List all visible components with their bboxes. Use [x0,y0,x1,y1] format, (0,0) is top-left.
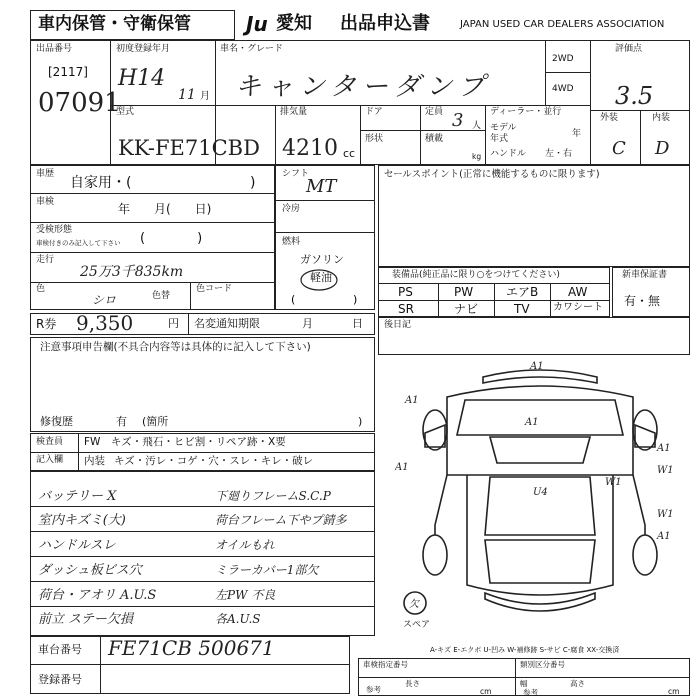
sales-point-label: セールスポイント(正常に機能するものに限ります) [384,169,600,180]
notice-period-label: 名変通知期限 [194,317,260,330]
ref1-label: 参考 [366,685,381,694]
accept-label: 受検形態 [36,225,73,235]
chassis-value: FE71CB 500671 [108,636,275,660]
note-interior: 室内キズミ(大) [38,513,126,528]
association-name: JAPAN USED CAR DEALERS ASSOCIATION [460,19,665,30]
fuel-gas: ガソリン [300,253,344,266]
warranty-label: 新車保証書 [622,270,668,280]
vehicle-diagram [395,355,685,630]
model-name-label: 車名・グレード [220,44,284,54]
dealer-label: ディーラー・並行 [490,107,562,117]
ext-grade: C [612,138,626,159]
reg-label: 登録番号 [38,673,82,686]
color-code-label: 色コード [196,284,233,294]
first-reg-year: H14 [118,66,166,91]
notice-month: 月 [302,317,313,330]
form-title: 出品申込書 [340,13,430,34]
note-oil: オイルもれ [215,538,275,552]
shift-label: シフト [282,169,310,179]
notice-day: 日 [352,317,363,330]
note-frame: 荷台フレーム下やプ錆多 [215,513,347,527]
width-label: 幅 [520,679,528,688]
sales-point-box [378,165,690,267]
type-code-label: 型式 [116,107,135,117]
shitei-label: 車検指定番号 [363,660,408,669]
note-front: 前立 ステー欠損 [38,612,133,627]
remarks-box [378,317,690,355]
capacity-label: 定員 [425,107,444,117]
note-bed: 荷台・アオリ A.U.S [38,588,157,603]
inspector-int-line: キズ・汚レ・コゲ・穴・スレ・キレ・破レ [114,455,314,467]
mark-left-mid: A1 [395,462,409,473]
handle-label: ハンドル [490,149,527,159]
repair-value: 有 [116,415,127,428]
mark-right-w1: W1 [605,477,622,488]
dealer-nen: 年 [572,129,582,139]
mileage-label: 走行 [36,255,55,265]
aircon-label: 冷房 [282,204,301,214]
load-label: 積載 [425,134,444,144]
ref2-label: 参考 [523,688,538,697]
inspector-fw-line: FW キズ・飛石・ヒビ割・リペア跡・X要 [84,436,286,448]
brand-name: 愛知 [276,13,312,34]
int-grade: D [655,138,670,159]
repair-close: ) [358,415,363,428]
note-each: 各A.U.S [215,612,261,626]
inspection-value: 年 月( 日) [118,202,212,216]
opt-pw: PW [454,285,474,299]
mark-bed: U4 [533,487,548,498]
mark-front: A1 [530,361,544,372]
accept-note: 車検付きのみ記入して下さい [36,239,121,247]
type-code: KK-FE71CBD [118,136,260,160]
displacement-unit: cc [343,147,356,160]
warranty-value: 有・無 [624,294,661,308]
load-unit: kg [472,152,482,161]
diesel-circle-mark [275,165,375,310]
opt-navi: ナビ [454,302,479,316]
lot-number: 07091 [38,88,121,118]
mark-right-upper: A1 [657,443,671,454]
brand-logo: Ju [246,12,268,36]
opt-tv: TV [514,302,530,316]
mark-spare: 欠 [409,599,419,610]
inspector-label-1: 検査員 [36,437,64,447]
lot-label: 出品番号 [36,44,73,54]
color-label: 色 [36,284,46,294]
notes-label: 注意事項申告欄(不具合内容等は具体的に記入して下さい) [40,341,311,353]
repair-label: 修復歴 [40,415,73,428]
damage-legend: A-キズ E-エクボ U-凹み W-補修跡 S-サビ C-腐食 XX-交換済 [430,646,620,654]
opt-aw: AW [568,285,588,299]
note-pw: 左PW 不良 [215,588,276,602]
repaint-label: 色替 [152,291,171,301]
svg-text:): ) [353,293,358,306]
displacement-label: 排気量 [280,107,308,117]
note-underbody: 下廻りフレームS.C.P [215,489,331,503]
first-reg-month-unit: 月 [200,91,210,102]
lot-bracket: [2117] [48,65,88,79]
model-name: キャンターダンプ [235,72,491,102]
note-mirror: ミラーカバー1部欠 [215,563,319,577]
recycle-value: 9,350 [76,311,134,335]
svg-text:(: ( [291,293,296,306]
mark-left-upper: A1 [405,395,419,406]
int-label: 内装 [652,113,671,123]
history-label: 車歴 [36,169,55,179]
ext-label: 外装 [600,113,619,123]
storage-kind: 車内保管・守衛保管 [38,14,191,34]
mark-right-w2: W1 [657,465,674,476]
recycle-label: R券 [36,317,57,331]
color-value: シロ [92,293,117,307]
mark-right-low: A1 [657,531,671,542]
note-dash: ダッシュ板ビス穴 [38,563,142,578]
fuel-diesel: 軽油 [310,271,332,284]
drive-4wd: 4WD [552,84,574,94]
score-label: 評価点 [615,44,643,54]
capacity-unit: 人 [472,121,482,131]
recycle-unit: 円 [168,317,179,330]
score-value: 3.5 [615,82,654,110]
opt-sr: SR [398,302,414,316]
shift-value: MT [306,176,337,197]
inspector-label-2: 記入欄 [36,455,64,465]
opt-leather: カワシート [553,302,603,313]
remarks-label: 後日記 [384,320,412,330]
dealer-year: 年式 [490,134,509,144]
capacity-value: 3 [452,110,464,131]
options-label: 装備品(純正品に限り○をつけてください) [392,270,560,280]
first-reg-month: 11 [178,87,196,103]
history-close: ) [250,175,256,191]
mileage-value: 25万3千835km [80,264,184,280]
dealer-model: モデル [490,123,517,133]
note-battery: バッテリー X [38,489,117,504]
mark-right-w3: W1 [657,509,674,520]
shape-label: 形状 [365,134,384,144]
accept-paren: ( ) [140,231,203,246]
mark-cab-center: A1 [525,417,539,428]
door-label: ドア [365,107,383,117]
displacement: 4210 [282,136,338,161]
opt-ps: PS [398,285,413,299]
note-handle: ハンドルスレ [38,538,116,553]
handle-options: 左・右 [545,149,573,159]
height-unit: cm [668,687,680,696]
spare-label: スペア [403,620,431,630]
fuel-label: 燃料 [282,237,301,247]
inspector-int-label: 内装 [84,455,105,467]
height-label: 高さ [570,679,585,688]
length-label: 長さ [405,679,420,688]
history-value: 自家用・( [70,175,132,191]
first-reg-label: 初度登録年月 [116,44,171,54]
length-unit: cm [480,687,492,696]
inspection-label: 車検 [36,197,55,207]
chassis-label: 車台番号 [38,643,82,656]
special-label: 類別区分番号 [520,660,565,669]
repair-place: (箇所 [142,415,169,428]
opt-airbag: エアB [506,285,539,299]
drive-2wd: 2WD [552,54,574,64]
